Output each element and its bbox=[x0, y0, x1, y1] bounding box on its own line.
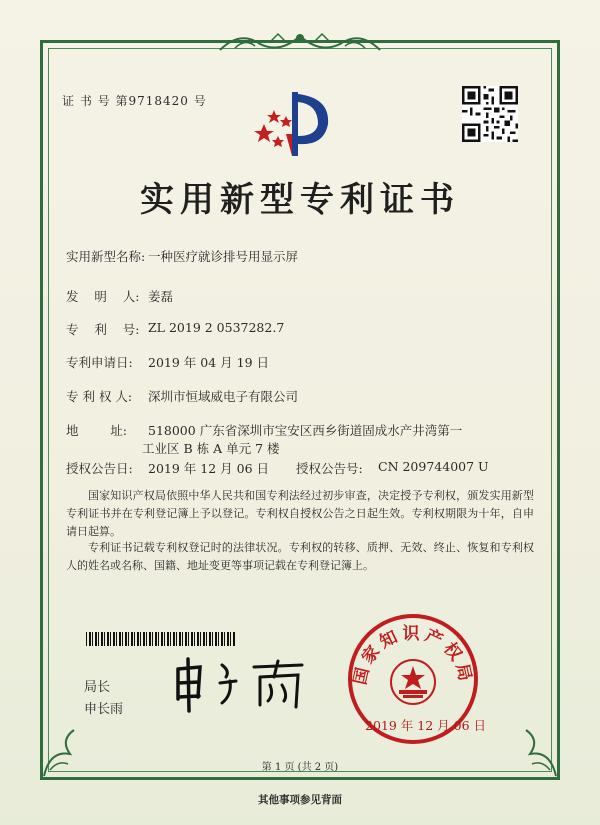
patentee-value: 深圳市恒域威电子有限公司 bbox=[148, 389, 299, 404]
seal-text: 国家知识产权局 bbox=[350, 624, 476, 687]
address-line-2: 工业区 B 栋 A 单元 7 楼 bbox=[142, 441, 280, 456]
publication-number-label: 授权公告号: bbox=[296, 461, 363, 476]
address-line-1: 518000 广东省深圳市宝安区西乡街道固成水产井湾第一 bbox=[148, 423, 463, 438]
utility-model-name-label: 实用新型名称: bbox=[66, 249, 146, 264]
utility-model-name-value: 一种医疗就诊排号用显示屏 bbox=[148, 249, 299, 264]
statement-paragraph-1: 国家知识产权局依照中华人民共和国专利法经过初步审查，决定授予专利权，颁发实用新型专利证书并在专利登记簿上予以登记。专利权自授权公告之日起生效。专利权期限为十年，自申请日起算。 bbox=[66, 489, 534, 538]
top-ornament bbox=[210, 28, 390, 56]
handwritten-signature bbox=[170, 655, 310, 715]
director-title: 局长 bbox=[84, 680, 111, 695]
statement-paragraph-2: 专利证书记载专利权登记时的法律状况。专利权的转移、质押、无效、终止、恢复和专利权人的姓名或名称、国籍、地址变更等事项记载在专利登记簿上。 bbox=[66, 541, 534, 572]
filing-date-label: 专利申请日: bbox=[66, 355, 133, 370]
footer-note: 其他事项参见背面 bbox=[258, 794, 342, 806]
grant-date-value: 2019 年 12 月 06 日 bbox=[148, 461, 269, 476]
director-name: 申长雨 bbox=[84, 702, 124, 717]
patent-number-value: ZL 2019 2 0537282.7 bbox=[148, 320, 285, 335]
seal-date: 2019 年 12 月 06 日 bbox=[365, 718, 486, 733]
filing-date-value: 2019 年 04 月 19 日 bbox=[148, 355, 269, 370]
page-number: 第 1 页 (共 2 页) bbox=[261, 762, 339, 773]
inventor-label: 发 明 人: bbox=[66, 289, 140, 304]
certificate-title: 实用新型专利证书 bbox=[140, 180, 460, 220]
inventor-value: 姜磊 bbox=[148, 289, 174, 304]
qr-code bbox=[462, 86, 518, 142]
patent-office-emblem-icon bbox=[252, 84, 332, 164]
grant-date-label: 授权公告日: bbox=[66, 461, 133, 476]
patentee-label: 专 利 权 人: bbox=[66, 389, 133, 404]
barcode bbox=[86, 632, 236, 646]
address-label: 地 址: bbox=[66, 423, 127, 438]
publication-number-value: CN 209744007 U bbox=[378, 459, 489, 474]
patent-number-label: 专 利 号: bbox=[66, 322, 140, 337]
certificate-number: 证 书 号 第9718420 号 bbox=[62, 94, 207, 108]
